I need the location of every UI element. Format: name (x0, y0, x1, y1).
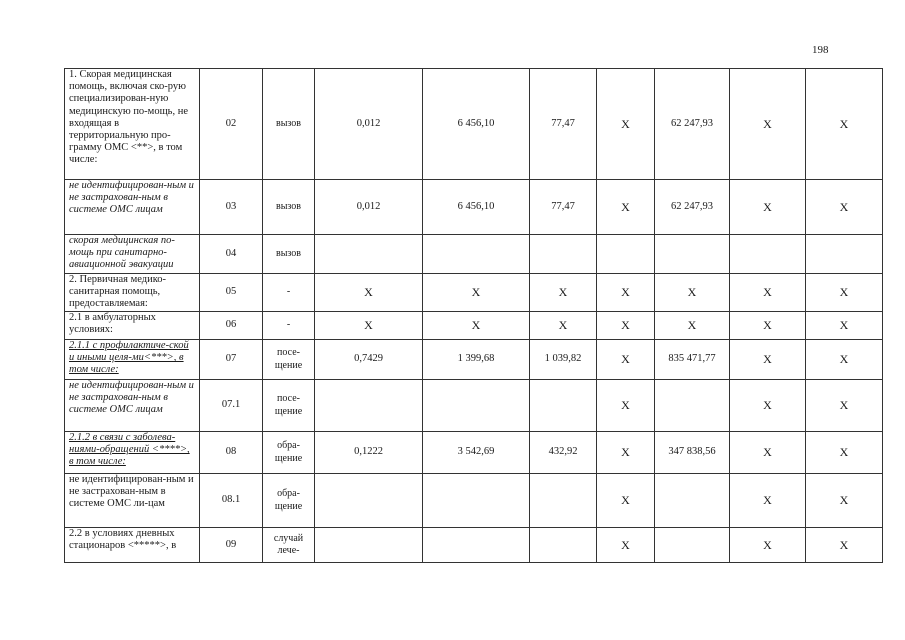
row-value-cell: 6 456,10 (423, 180, 530, 235)
row-unit-cell: обра-щение (263, 432, 315, 474)
row-value-cell: X (597, 340, 655, 380)
row-value-cell (530, 528, 597, 563)
table-row (65, 274, 883, 312)
row-unit-cell: вызов (263, 69, 315, 180)
row-value-cell: X (315, 274, 423, 312)
row-value-cell: X (597, 312, 655, 340)
row-value-cell (315, 235, 423, 274)
row-unit-cell: - (263, 312, 315, 340)
row-value-cell: X (423, 312, 530, 340)
row-code-cell: 06 (200, 312, 263, 340)
row-value-cell: X (730, 69, 806, 180)
row-value-cell: X (730, 340, 806, 380)
row-value-cell: X (597, 528, 655, 563)
row-value-cell (315, 380, 423, 432)
row-value-cell: 0,7429 (315, 340, 423, 380)
row-value-cell: 77,47 (530, 69, 597, 180)
row-unit-cell: - (263, 274, 315, 312)
row-value-cell (315, 528, 423, 563)
row-value-cell (423, 235, 530, 274)
row-value-cell: 0,012 (315, 69, 423, 180)
row-code-cell: 05 (200, 274, 263, 312)
row-code-cell: 08.1 (200, 474, 263, 528)
row-value-cell (730, 235, 806, 274)
row-value-cell: 6 456,10 (423, 69, 530, 180)
row-value-cell: X (730, 528, 806, 563)
row-code-cell: 08 (200, 432, 263, 474)
row-name-cell: скорая медицинская по-мощь при санитарно-авиационной эвакуации (65, 235, 200, 274)
table-row (65, 180, 883, 235)
row-value-cell: 3 542,69 (423, 432, 530, 474)
row-name-cell: не идентифицирован-ным и не застрахован-ным в системе ОМС лицам (65, 180, 200, 235)
row-value-cell (315, 474, 423, 528)
row-code-cell: 04 (200, 235, 263, 274)
row-code-cell: 09 (200, 528, 263, 563)
row-value-cell: X (315, 312, 423, 340)
row-value-cell: X (730, 180, 806, 235)
row-value-cell (806, 235, 883, 274)
row-value-cell: 835 471,77 (655, 340, 730, 380)
row-name-cell: 2.1.1 с профилактиче-ской и иными целя-ми<***>, в том числе: (65, 340, 200, 380)
row-value-cell: X (597, 380, 655, 432)
row-name-cell: не идентифицирован-ным и не застрахован-ным в системе ОМС ли-цам (65, 474, 200, 528)
table-row (65, 528, 883, 563)
row-code-cell: 03 (200, 180, 263, 235)
row-value-cell: X (597, 69, 655, 180)
row-unit-cell: посе-щение (263, 380, 315, 432)
row-name-cell: 2.1 в амбулаторных условиях: (65, 312, 200, 340)
row-value-cell: 77,47 (530, 180, 597, 235)
table-row (65, 312, 883, 340)
page-number: 198 (812, 44, 829, 56)
row-name-cell: 1. Скорая медицинская помощь, включая ско-рую специализирован-ную медицинскую по-мощь, не входящая в территориальную про-грамму ОМС <**>, в том числе: (65, 69, 200, 180)
row-value-cell: 1 399,68 (423, 340, 530, 380)
row-value-cell: X (806, 528, 883, 563)
row-value-cell: X (530, 312, 597, 340)
row-value-cell: X (655, 312, 730, 340)
row-value-cell (530, 380, 597, 432)
row-code-cell: 07 (200, 340, 263, 380)
row-name-cell: 2.1.2 в связи с заболева-ниями-обращений <****>, в том числе: (65, 432, 200, 474)
row-value-cell: X (730, 274, 806, 312)
row-value-cell: 1 039,82 (530, 340, 597, 380)
row-value-cell (655, 528, 730, 563)
row-value-cell: X (730, 312, 806, 340)
row-unit-cell: случай лече- (263, 528, 315, 563)
row-value-cell: X (806, 69, 883, 180)
row-value-cell: X (655, 274, 730, 312)
row-value-cell (530, 235, 597, 274)
row-code-cell: 07.1 (200, 380, 263, 432)
row-value-cell: 62 247,93 (655, 69, 730, 180)
row-value-cell (655, 380, 730, 432)
row-name-cell: 2. Первичная медико-санитарная помощь, предоставляемая: (65, 274, 200, 312)
row-value-cell: X (806, 380, 883, 432)
row-value-cell: 432,92 (530, 432, 597, 474)
row-value-cell: 0,1222 (315, 432, 423, 474)
row-value-cell: X (597, 474, 655, 528)
row-value-cell: X (806, 180, 883, 235)
row-value-cell: X (597, 180, 655, 235)
row-value-cell (423, 528, 530, 563)
row-value-cell: X (806, 312, 883, 340)
row-value-cell: X (597, 274, 655, 312)
row-unit-cell: вызов (263, 235, 315, 274)
row-value-cell: X (730, 380, 806, 432)
row-value-cell: 0,012 (315, 180, 423, 235)
row-value-cell (655, 474, 730, 528)
row-value-cell (423, 380, 530, 432)
row-name-cell: 2.2 в условиях дневных стационаров <*****>, в (65, 528, 200, 563)
table-row (65, 69, 883, 180)
row-unit-cell: обра-щение (263, 474, 315, 528)
row-value-cell: X (597, 432, 655, 474)
row-value-cell (655, 235, 730, 274)
financing-table (64, 68, 883, 563)
row-value-cell: 347 838,56 (655, 432, 730, 474)
row-value-cell: X (423, 274, 530, 312)
table-row (65, 235, 883, 274)
table-row (65, 380, 883, 432)
row-value-cell: X (806, 274, 883, 312)
row-code-cell: 02 (200, 69, 263, 180)
row-value-cell: 62 247,93 (655, 180, 730, 235)
row-value-cell: X (806, 474, 883, 528)
row-unit-cell: вызов (263, 180, 315, 235)
row-name-cell: не идентифицирован-ным и не застрахован-ным в системе ОМС лицам (65, 380, 200, 432)
row-value-cell: X (806, 340, 883, 380)
table-row (65, 340, 883, 380)
row-value-cell (423, 474, 530, 528)
row-unit-cell: посе-щение (263, 340, 315, 380)
row-value-cell: X (806, 432, 883, 474)
row-value-cell (597, 235, 655, 274)
row-value-cell: X (730, 474, 806, 528)
table-row (65, 432, 883, 474)
row-value-cell: X (730, 432, 806, 474)
row-value-cell (530, 474, 597, 528)
row-value-cell: X (530, 274, 597, 312)
table-row (65, 474, 883, 528)
